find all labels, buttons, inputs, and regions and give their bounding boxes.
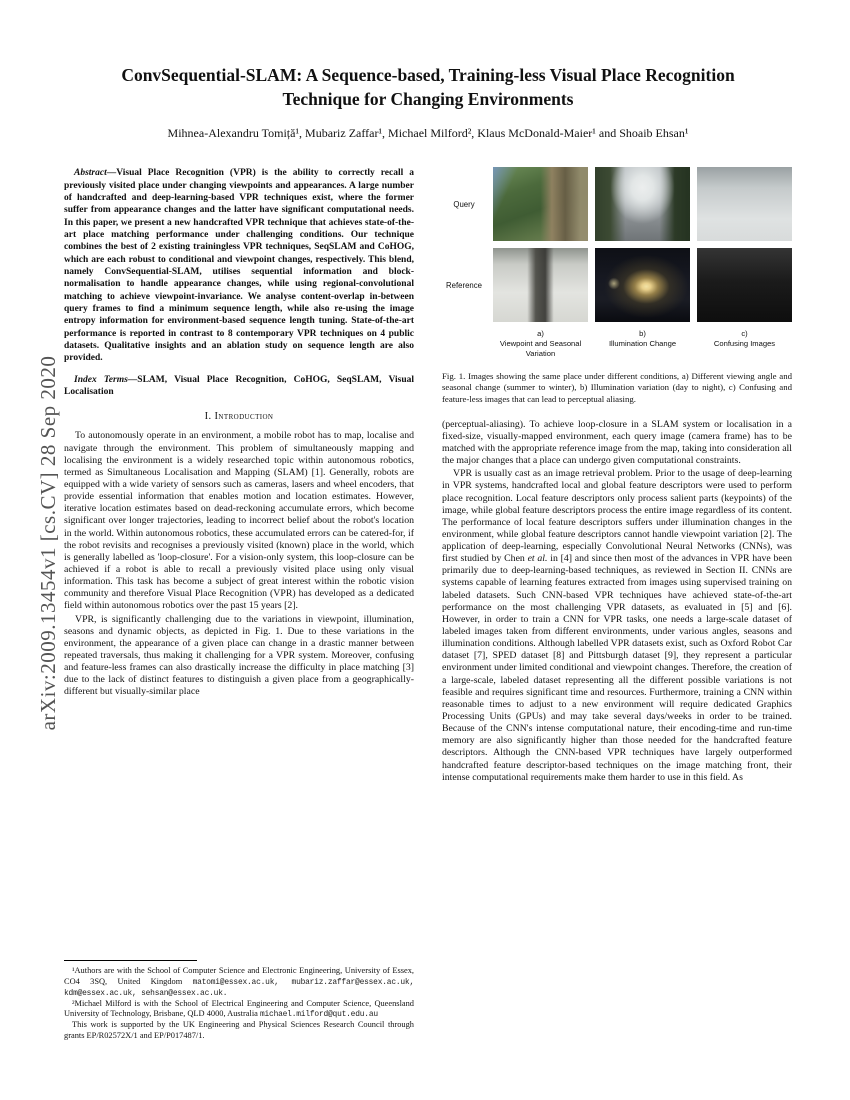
- figure-1: [442, 167, 792, 405]
- figure-image-reference-viewpoint-seasonal: [493, 248, 588, 322]
- column-label-c-tag: c): [741, 329, 748, 339]
- footnote-1-text: ¹Authors are with the School of Computer Science and Electronic Engineering, University of Essex, CO4 3SQ, United Kingdom: [64, 966, 414, 986]
- paper-content: [64, 64, 792, 1041]
- index-terms-text: SLAM, Visual Place Recognition, CoHOG, SeqSLAM, Visual Localisation: [64, 374, 414, 398]
- figure-image-reference-illumination: [595, 248, 690, 322]
- column-label-b: [595, 329, 690, 359]
- arxiv-watermark: arXiv:2009.13454v1 [cs.CV] 28 Sep 2020: [36, 355, 60, 731]
- column-label-a-text: Viewpoint and Seasonal Variation: [499, 339, 582, 358]
- index-terms-paragraph: [64, 374, 414, 399]
- paragraph-2-part-b: in [4] and since then most of the advances in VPR have been primarily due to deep-learning-based techniques, as reviewed in Section II. CNNs are systems capable of learning features extracted from images using supervised training on labeled datasets. Such CNN-based VPR techniques have achieved state-of-the-art performance on the most challenging VPR datasets, as evaluated in [5] and [6]. However, in order to train a CNN for VPR tasks, one needs a large-scale dataset of labeled images taken from different environments, under various angles, seasons and illumination conditions. Although labelled VPR datasets exist, such as Oxford Robot Car dataset [7], SPED dataset [8] and Pittsburgh dataset [9], they represent a particular environment under limited conditional and viewpoint changes. Therefore, the creation of a large-scale, labeled dataset representing all the different possible variations is not feasible and requires significant time and resources. Furthermore, training a CNN within reasonable times to adjust to a new environment will require dedicated Graphics Processing Units (GPUs) and may take several days/weeks in order to be trained. Because of the CNN's intense computational nature, their encoding-time and run-time memory are also significantly higher than those needed for the handcrafted feature descriptors. Although the CNN-based VPR techniques have largely outperformed handcrafted feature descriptor-based techniques on the image matching front, their intense computational requirements make them harder to use in this field. As: [442, 553, 792, 783]
- right-column-paragraph-1: (perceptual-aliasing). To achieve loop-closure in a SLAM system or localisation in a fixed-size, visually-mapped environment, each query image (camera frame) has to be matched with the appropriate reference image from the map, taking into consideration all the major changes that a place can undergo given computational constraints.: [442, 418, 792, 467]
- column-label-a-tag: a): [537, 329, 544, 339]
- two-column-body: [64, 167, 792, 1041]
- paragraph-2-part-a: VPR is usually cast as an image retrieval problem. Prior to the usage of deep-learning in VPR systems, handcrafted local and global feature descriptors were used to perform place recognition. Local feature descriptors only process salient parts (keypoints) of the image, while global feature descriptors process the entire image regardless of its content. The performance of local feature descriptors suffers under illumination changes in the environment, while global feature descriptors cannot handle viewpoint variation [2]. The application of deep-learning, especially Convolutional Neural Networks (CNNs), was first studied by Chen: [442, 468, 792, 565]
- figure-image-query-illumination: [595, 167, 690, 241]
- intro-paragraph-2: VPR, is significantly challenging due to the variations in viewpoint, illumination, seasons and dynamic objects, as depicted in Fig. 1. Due to these variations in the environment, the appearance of a given place can change in a drastic manner between repeated traversals, thus making it challenging for a VPR system. Moreover, confusing and feature-less frames can also drastically increase the difficulty in place matching [3] due to the lack of distinct features to distinguish a given place from a geographically-different but visually-similar place: [64, 613, 414, 698]
- right-column-paragraph-2: [442, 468, 792, 784]
- intro-paragraph-1: To autonomously operate in an environment, a mobile robot has to map, localise and navigate through the environment. This problem of simultaneously mapping and localising the environment is a widely researched topic within autonomous robotics, termed as Simultaneous Localisation and Mapping (SLAM) [1]. Generally, robots are equipped with a wide variety of sensors such as cameras, lasers and wheel encoders, that provide essential information that enables motion and location estimates. However, iterative location estimates based on dead-reckoning accumulate errors, which become significant over longer trajectories, leading to incorrect belief about the robot's location in the world. Within autonomous robotics, these accumulated errors can be catered-for, if the robot revisits and recognises a previously visited (known) place in the world, which is generally labelled as 'loop-closure'. For a vision-only system, this loop-closure can be achieved if a robot is able to recall a previously visited place using only visual information. This task has become a subject of great interest within the robotic vision community and therefore Visual Place Recognition (VPR) has developed as a dedicated field within autonomous robotics over the past 15 years [2].: [64, 430, 414, 612]
- footnote-affiliation-2: [64, 999, 414, 1021]
- left-column: [64, 167, 414, 1041]
- column-label-c: [697, 329, 792, 359]
- figure-1-image-grid: [442, 167, 792, 322]
- column-label-a: [493, 329, 588, 359]
- column-label-spacer: [442, 329, 486, 359]
- et-al-italic: et al.: [527, 553, 548, 565]
- reference-row-label: Reference: [446, 280, 482, 290]
- abstract-paragraph: [64, 167, 414, 365]
- column-label-b-tag: b): [639, 329, 646, 339]
- paper-title: ConvSequential-SLAM: A Sequence-based, Training-less Visual Place Recognition Technique for Changing Environments: [121, 65, 735, 109]
- right-column: [442, 167, 792, 1041]
- column-label-c-text: Confusing Images: [713, 339, 776, 349]
- footnote-affiliation-1: [64, 966, 414, 998]
- abstract-label: Abstract—: [74, 168, 117, 179]
- figure-1-column-labels: [442, 329, 792, 359]
- footnote-funding: This work is supported by the UK Engineering and Physical Sciences Research Council through grants EP/R02572X/1 and EP/P017487/1.: [64, 1020, 414, 1040]
- footnote-2-email: michael.milford@qut.edu.au: [259, 1010, 378, 1020]
- figure-image-query-viewpoint-seasonal: [493, 167, 588, 241]
- footnote-2-text: ²Michael Milford is with the School of Electrical Engineering and Computer Science, Queensland University of Technology, Brisbane, QLD 4000, Australia: [64, 998, 414, 1019]
- column-label-b-text: Illumination Change: [608, 339, 677, 349]
- figure-image-query-confusing: [697, 167, 792, 241]
- section-heading-introduction: I. Introduction: [204, 411, 274, 423]
- authors-line: Mihnea-Alexandru Tomiță¹, Mubariz Zaffar¹, Michael Milford², Klaus McDonald-Maier¹ and Shoaib Ehsan¹: [167, 126, 689, 141]
- footnote-1-emails: matomi@essex.ac.uk, mubariz.zaffar@essex.ac.uk, kdm@essex.ac.uk, sehsan@essex.ac.uk.: [64, 977, 414, 998]
- index-terms-label: Index Terms—: [74, 374, 138, 385]
- footnotes-block: [64, 954, 414, 1041]
- figure-1-caption: Fig. 1. Images showing the same place under different conditions, a) Different viewing angle and seasonal change (summer to winter), b) Illumination variation (day to night), c) Confusing and feature-less images that can lead to perceptual aliasing.: [442, 370, 792, 405]
- abstract-text: Visual Place Recognition (VPR) is the ability to correctly recall a previously visited place under changing viewpoints and appearances. A large number of handcrafted and deep-learning-based VPR techniques exist, where the former suffer from appearance changes and the latter have significant computational needs. In this paper, we present a new handcrafted VPR technique that achieves state-of-the-art place matching performance under challenging conditions. Our technique combines the best of 2 existing trainingless VPR techniques, SeqSLAM and CoHOG, which are each robust to conditional and viewpoint changes, respectively. This blend, namely ConvSequential-SLAM, utilises sequential information and block-normalisation to handle appearance changes, while using regional-convolutional matching to achieve viewpoint-invariance. We analyse content-overlap in-between query frames to find a minimum sequence length, while also re-using the image entropy information for environment-based sequence length tuning. State-of-the-art performance is reported in contrast to 8 contemporary VPR techniques on 4 public datasets. Qualitative insights and an ablation study on sequence length are also provided.: [64, 168, 414, 364]
- query-row-label: Query: [453, 199, 475, 209]
- footnote-rule: [64, 960, 197, 961]
- figure-image-reference-confusing: [697, 248, 792, 322]
